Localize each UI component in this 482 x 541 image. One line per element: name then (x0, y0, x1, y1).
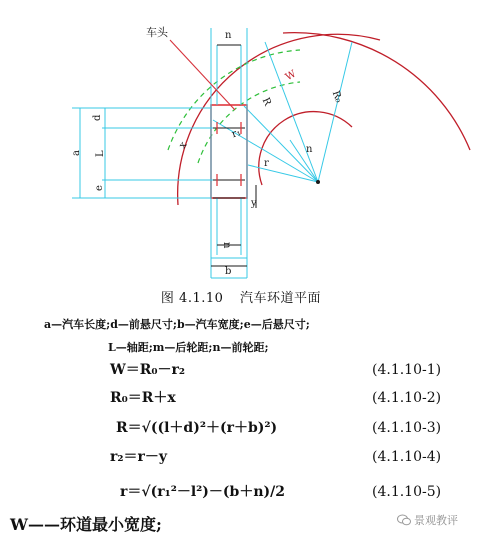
wechat-icon (397, 514, 411, 526)
dim-label-r: r (264, 158, 269, 169)
dim-label-b: b (225, 266, 232, 277)
r-radius-arc (283, 33, 470, 150)
figure-title: 汽车环道平面 (240, 291, 322, 306)
width-definition: W——环道最小宽度; (10, 515, 162, 534)
dim-label-r1: r₁ (230, 126, 243, 141)
dim-label-n-top: n (225, 30, 232, 41)
dim-label-e: e (94, 185, 105, 191)
dimension-arrows (211, 45, 256, 266)
dim-label-a: a (71, 150, 82, 156)
dim-label-R: R (259, 96, 273, 108)
equation-2-number: (4.1.10-2) (372, 390, 442, 406)
equation-3-number: (4.1.10-3) (372, 420, 442, 436)
dim-label-W: W (283, 68, 299, 84)
equation-2: R₀＝R＋x (110, 390, 176, 406)
turning-center-point (316, 180, 320, 184)
equation-3: R＝√((l＋d)²＋(r＋b)²) (116, 420, 278, 436)
equation-4-number: (4.1.10-4) (372, 449, 442, 465)
equation-1-number: (4.1.10-1) (372, 362, 442, 378)
watermark (397, 512, 458, 528)
radial-lines (213, 42, 352, 182)
figure-number: 图 4.1.10 (160, 291, 224, 306)
equation-1: W＝R₀－r₂ (110, 362, 185, 378)
equation-5: r＝√(r₁²－l²)－(b＋n)/2 (120, 484, 285, 500)
dim-label-n-arc: n (306, 144, 313, 155)
front-callout-label: 车头 (146, 26, 168, 39)
watermark-text: 景观教评 (414, 514, 458, 527)
dim-label-L: L (95, 150, 106, 157)
legend-line-2: L—轴距;m—后轮距;n—前轮距; (108, 341, 269, 354)
dim-label-y: y (251, 198, 257, 209)
dim-label-R0: R₀ (329, 89, 344, 105)
equation-4: r₂＝r－y (110, 449, 168, 465)
figure-caption (0, 287, 482, 306)
front-callout-leader (170, 40, 235, 110)
outer-ring-arc (178, 34, 380, 205)
equation-5-number: (4.1.10-5) (372, 484, 442, 500)
legend-line-1: a—汽车长度;d—前悬尺寸;b—汽车宽度;e—后悬尺寸; (44, 318, 310, 331)
dim-label-x: x (177, 139, 190, 151)
dim-label-n-bottom: n (221, 242, 232, 249)
dim-label-d: d (92, 114, 103, 121)
